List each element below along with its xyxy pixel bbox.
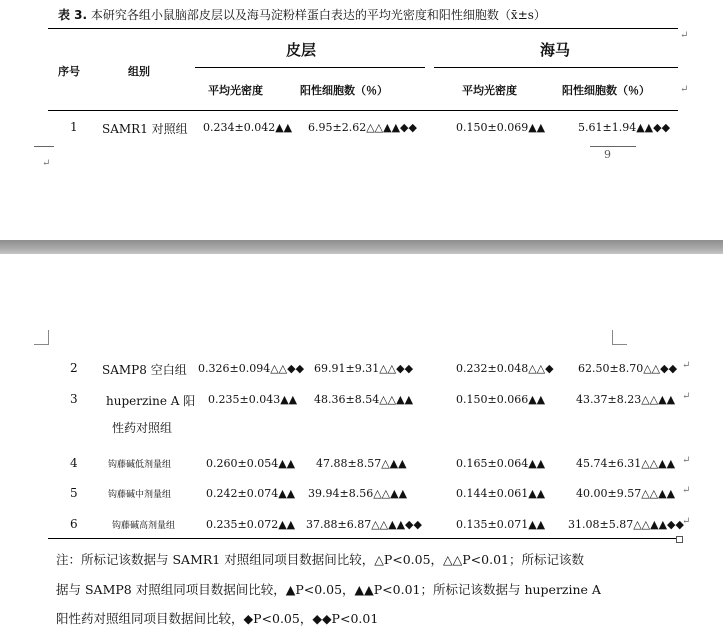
row-1-group: SAMR1 对照组 bbox=[102, 122, 188, 136]
cortex-underline bbox=[195, 67, 425, 68]
header-group: 组别 bbox=[128, 65, 150, 78]
caption-text: 本研究各组小鼠脑部皮层以及海马淀粉样蛋白表达的平均光密度和阳性细胞数（x̄±s） bbox=[90, 8, 546, 22]
header-hip-od: 平均光密度 bbox=[462, 84, 517, 97]
row-4-hip-positive: 45.74±6.31△△▲▲ bbox=[576, 457, 676, 470]
footnote-rule bbox=[34, 146, 54, 147]
margin-corner-mark bbox=[612, 330, 627, 345]
row-2-hip-positive: 62.50±8.70△△◆◆ bbox=[578, 362, 678, 375]
header-hippocampus: 海马 bbox=[540, 41, 571, 59]
table-top-rule bbox=[48, 28, 678, 29]
paragraph-mark-icon: ↵ bbox=[682, 360, 691, 371]
row-1-hip-positive: 5.61±1.94▲▲◆◆ bbox=[578, 121, 671, 134]
header-cortex-od: 平均光密度 bbox=[208, 84, 263, 97]
row-2-hip-od: 0.232±0.048△△◆ bbox=[456, 362, 554, 375]
page-break-band bbox=[0, 240, 723, 254]
note-line-3: 阳性药对照组同项目数据间比较，◆P<0.05，◆◆P<0.01 bbox=[56, 611, 379, 626]
row-3-group-continued: 性药对照组 bbox=[112, 421, 173, 435]
paragraph-mark-icon: ↵ bbox=[682, 391, 691, 402]
row-4-index: 4 bbox=[70, 456, 78, 470]
table-bottom-rule bbox=[48, 538, 678, 539]
row-6-hip-od: 0.135±0.071▲▲ bbox=[456, 518, 546, 531]
paragraph-mark-icon: ↵ bbox=[680, 30, 689, 41]
header-index: 序号 bbox=[58, 65, 80, 78]
caption-label: 表 3. bbox=[58, 8, 88, 22]
row-2-cortex-od: 0.326±0.094△△◆◆ bbox=[198, 362, 305, 375]
row-6-hip-positive: 31.08±5.87△△▲▲◆◆ bbox=[568, 518, 684, 531]
note-line-1: 注：所标记该数据与 SAMR1 对照组同项目数据间比较，△P<0.05，△△P<0.01；所标记该数 bbox=[56, 552, 584, 567]
row-3-cortex-positive: 48.36±8.54△△▲▲ bbox=[314, 393, 414, 406]
row-6-cortex-positive: 37.88±6.87△△▲▲◆◆ bbox=[306, 518, 422, 531]
row-5-group: 钩藤碱中剂量组 bbox=[108, 490, 172, 500]
header-cortex-positive: 阳性细胞数（％） bbox=[300, 84, 388, 97]
row-6-cortex-od: 0.235±0.072▲▲ bbox=[206, 518, 296, 531]
row-4-group: 钩藤碱低剂量组 bbox=[108, 460, 172, 470]
hippocampus-underline bbox=[434, 67, 678, 68]
row-3-cortex-od: 0.235±0.043▲▲ bbox=[208, 393, 298, 406]
row-5-hip-positive: 40.00±9.57△△▲▲ bbox=[576, 487, 676, 500]
paragraph-mark-icon: ↵ bbox=[682, 455, 691, 466]
header-bottom-rule bbox=[48, 110, 678, 111]
table-caption bbox=[58, 6, 546, 23]
row-2-index: 2 bbox=[70, 361, 78, 375]
row-3-index: 3 bbox=[70, 392, 78, 406]
row-1-cortex-positive: 6.95±2.62△△▲▲◆◆ bbox=[308, 121, 417, 134]
paragraph-mark-icon: ↵ bbox=[682, 516, 691, 527]
row-1-hip-od: 0.150±0.069▲▲ bbox=[456, 121, 546, 134]
row-2-cortex-positive: 69.91±9.31△△◆◆ bbox=[314, 362, 414, 375]
row-3-group: huperzine A 阳 bbox=[106, 394, 196, 408]
row-5-cortex-od: 0.242±0.074▲▲ bbox=[206, 487, 296, 500]
page-number-rule bbox=[590, 146, 636, 147]
row-3-hip-positive: 43.37±8.23△△▲▲ bbox=[576, 393, 676, 406]
row-4-cortex-positive: 47.88±8.57△▲▲ bbox=[316, 457, 407, 470]
row-5-hip-od: 0.144±0.061▲▲ bbox=[456, 487, 546, 500]
header-hip-positive: 阳性细胞数（％） bbox=[562, 84, 650, 97]
paragraph-mark-icon: ↵ bbox=[682, 485, 691, 496]
row-1-cortex-od: 0.234±0.042▲▲ bbox=[203, 121, 293, 134]
row-6-index: 6 bbox=[70, 517, 78, 531]
row-5-cortex-positive: 39.94±8.56△△▲▲ bbox=[308, 487, 408, 500]
row-4-cortex-od: 0.260±0.054▲▲ bbox=[206, 457, 296, 470]
header-cortex: 皮层 bbox=[286, 41, 317, 59]
row-2-group: SAMP8 空白组 bbox=[102, 363, 187, 377]
row-1-index: 1 bbox=[70, 120, 78, 134]
row-4-hip-od: 0.165±0.064▲▲ bbox=[456, 457, 546, 470]
page-number: 9 bbox=[604, 148, 611, 161]
paragraph-mark-icon: ↵ bbox=[680, 84, 689, 95]
paragraph-mark-icon: ↵ bbox=[42, 158, 51, 169]
row-3-hip-od: 0.150±0.066▲▲ bbox=[456, 393, 546, 406]
row-6-group: 钩藤碱高剂量组 bbox=[112, 521, 176, 531]
margin-corner-mark bbox=[34, 330, 49, 345]
note-line-2: 据与 SAMP8 对照组同项目数据间比较，▲P<0.05，▲▲P<0.01；所标记该数据与 huperzine A bbox=[56, 582, 601, 597]
row-5-index: 5 bbox=[70, 486, 78, 500]
table-resize-handle[interactable] bbox=[676, 536, 683, 543]
